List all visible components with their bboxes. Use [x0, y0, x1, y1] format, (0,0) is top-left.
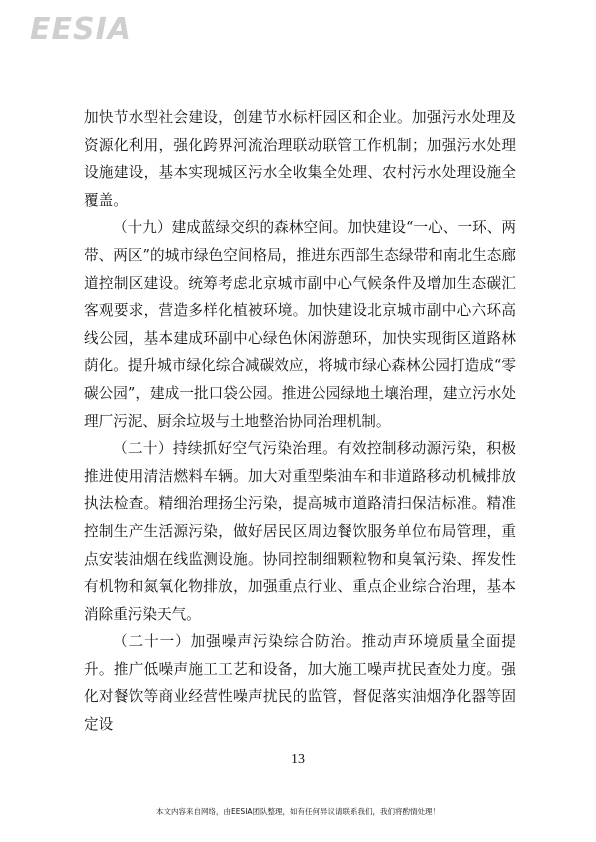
footer-disclaimer: 本文内容来自网络，由EESIA团队整理，如有任何异议请联系我们，我们将酌情处理！: [155, 807, 441, 816]
paragraph-section-19: （十九）建成蓝绿交织的森林空间。加快建设“一心、一环、两带、两区”的城市绿色空间格局，推进东西部生态绿带和南北生态廊道控制区建设。统筹考虑北京城市副中心气候条件及增加生态碳汇客观要求，营造多样化植被环境。加快建设北京城市副中心六环高线公园，基本建成环副中心绿色休闲游憩环，加快实现街区道路林荫化。提升城市绿化综合减碳效应，将城市绿心森林公园打造成“零碳公园”，建成一批口袋公园。推进公园绿地土壤治理，建立污水处理厂污泥、厨余垃圾与土地整治协同治理机制。: [84, 219, 516, 430]
eesia-logo: EESIA: [30, 12, 132, 47]
page-number: 13: [291, 752, 305, 767]
paragraph-section-21: （二十一）加强噪声污染综合防治。推动声环境质量全面提升。推广低噪声施工工艺和设备，加大施工噪声扰民查处力度。强化对餐饮等商业经营性噪声扰民的监管，督促落实油烟净化器等固定设: [84, 633, 516, 734]
paragraph-section-20: （二十）持续抓好空气污染治理。有效控制移动源污染，积极推进使用清洁燃料车辆。加大对重型柴油车和非道路移动机械排放执法检查。精细治理扬尘污染，提高城市道路清扫保洁标准。精准控制生产生活源污染，做好居民区周边餐饮服务单位布局管理，重点安装油烟在线监测设施。协同控制细颗粒物和臭氧污染、挥发性有机物和氮氧化物排放，加强重点行业、重点企业综合治理，基本消除重污染天气。: [84, 440, 516, 623]
paragraph-continued: 加快节水型社会建设，创建节水标杆园区和企业。加强污水处理及资源化利用，强化跨界河流治理联动联管工作机制；加强污水处理设施建设，基本实现城区污水全收集全处理、农村污水处理设施全覆盖。: [84, 109, 516, 209]
document-body: [84, 104, 516, 739]
